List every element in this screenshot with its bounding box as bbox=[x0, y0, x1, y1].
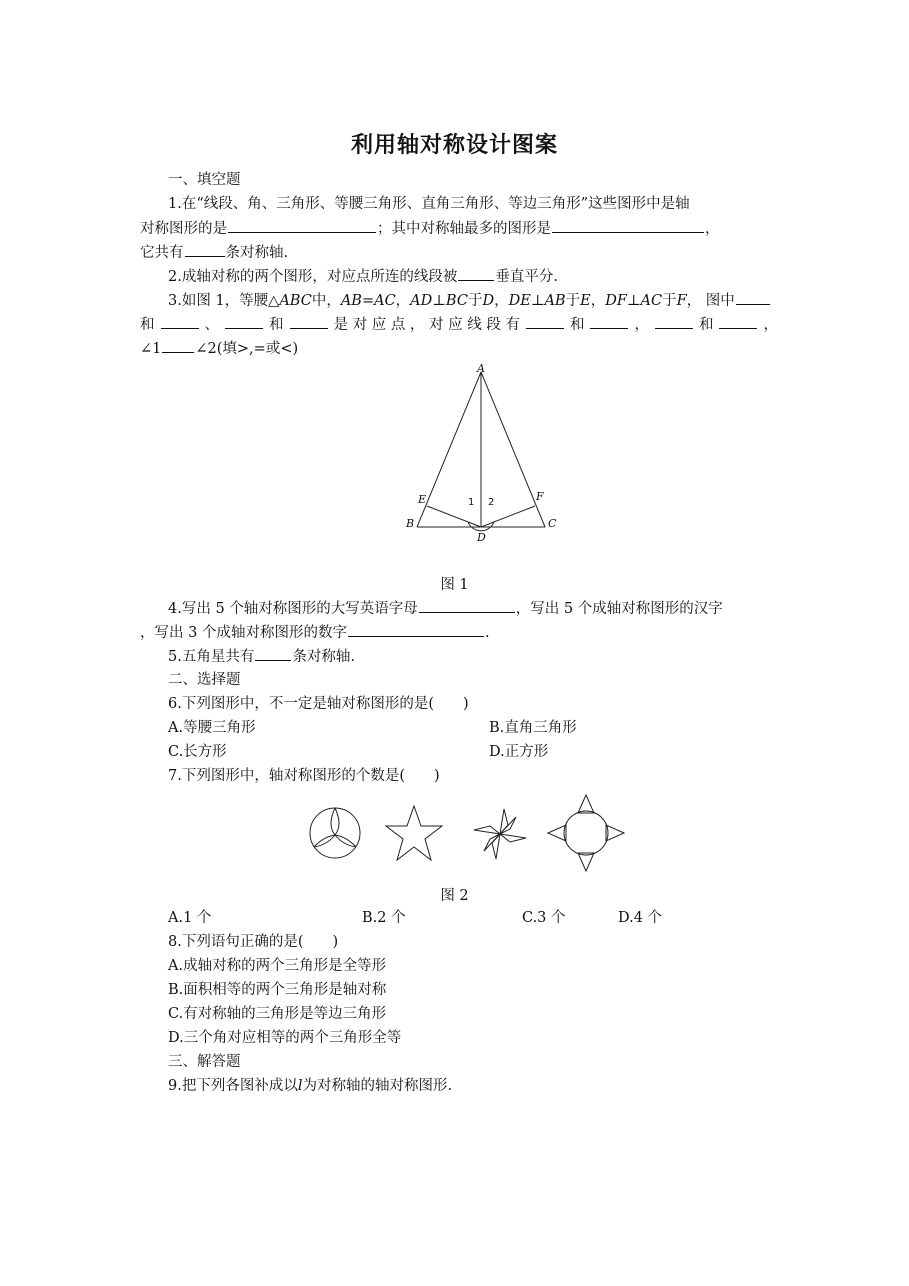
q5-blank[interactable] bbox=[255, 644, 291, 661]
question-8-stem: 8.下列语句正确的是( ) bbox=[168, 934, 339, 950]
q8-option-d[interactable]: D.三个角对应相等的两个三角形全等 bbox=[168, 1030, 402, 1046]
q4-blank-2[interactable] bbox=[348, 620, 484, 637]
question-6-options-cd bbox=[140, 740, 780, 764]
question-6-options-ab bbox=[140, 716, 780, 740]
segment-de bbox=[427, 506, 481, 527]
figure-2-caption: 图 2 bbox=[440, 888, 469, 904]
q3-blank-9[interactable] bbox=[162, 336, 194, 353]
q7-option-b[interactable]: B.2 个 bbox=[362, 910, 406, 926]
q8-option-b[interactable]: B.面积相等的两个三角形是轴对称 bbox=[168, 982, 387, 998]
question-7-options bbox=[140, 906, 780, 930]
q2-blank[interactable] bbox=[458, 264, 494, 281]
question-8-option-a-line bbox=[140, 954, 780, 978]
q8-option-c[interactable]: C.有对称轴的三角形是等边三角形 bbox=[168, 1006, 387, 1022]
q7-option-d[interactable]: D.4 个 bbox=[618, 910, 663, 926]
question-8-option-c-line bbox=[140, 1002, 780, 1026]
label-d: D bbox=[477, 531, 486, 544]
question-4-line-2: ，写出 3 个成轴对称图形的数字 . bbox=[140, 620, 780, 644]
question-1-line-2: 对称图形的是 ；其中对称轴最多的图形是 ， bbox=[140, 216, 780, 240]
q7-option-a[interactable]: A.1 个 bbox=[168, 910, 212, 926]
question-1-line-3: 它共有 条对称轴. bbox=[140, 240, 780, 264]
question-7-stem: 7.下列图形中，轴对称图形的个数是( ) bbox=[168, 768, 440, 784]
question-3-line-2: 和 、 和 是 对 应 点 ， 对 应 线 段 有 和 ， 和 ， bbox=[140, 312, 780, 336]
label-b: B bbox=[406, 517, 415, 530]
q6-option-c[interactable]: C.长方形 bbox=[168, 744, 227, 760]
label-e: E bbox=[418, 493, 427, 506]
figure-1-triangle bbox=[400, 360, 570, 550]
question-3-line-1: 3.如图 1，等腰△ABC中，AB=AC，AD⊥BC于D，DE⊥AB于E，DF⊥AC于F， 图中 bbox=[140, 288, 780, 312]
q3-blank-7[interactable] bbox=[655, 312, 693, 329]
label-angle-1: 1 bbox=[468, 497, 475, 508]
figure-2-star-icon bbox=[383, 804, 445, 864]
segment-df bbox=[481, 506, 535, 527]
question-9: 9.把下列各图补成以l为对称轴的轴对称图形. bbox=[168, 1078, 453, 1094]
q7-option-c[interactable]: C.3 个 bbox=[522, 910, 566, 926]
q6-option-a[interactable]: A.等腰三角形 bbox=[168, 720, 256, 736]
section-fill-in: 一、填空题 bbox=[168, 172, 241, 188]
label-angle-2: 2 bbox=[488, 497, 495, 508]
figure-2-circle-y-icon bbox=[305, 805, 365, 861]
section-answer: 三、解答题 bbox=[168, 1054, 241, 1070]
q3-blank-6[interactable] bbox=[590, 312, 628, 329]
figure-2-circle-arrows-icon bbox=[546, 793, 626, 873]
question-3-line-3: ∠1 ∠2(填>,=或<) bbox=[140, 336, 780, 360]
question-4-line-1: 4.写出 5 个轴对称图形的大写英语字母 ，写出 5 个成轴对称图形的汉字 bbox=[140, 596, 780, 620]
q1-blank-1[interactable] bbox=[228, 216, 376, 233]
question-8-option-d-line bbox=[140, 1026, 780, 1050]
q3-blank-8[interactable] bbox=[719, 312, 757, 329]
q3-blank-3[interactable] bbox=[225, 312, 263, 329]
q1-blank-2[interactable] bbox=[552, 216, 704, 233]
section-choice: 二、选择题 bbox=[168, 672, 241, 688]
figure-2-pinwheel-icon bbox=[470, 805, 530, 863]
question-8-option-b-line bbox=[140, 978, 780, 1002]
q3-blank-5[interactable] bbox=[526, 312, 564, 329]
figure-1-caption: 图 1 bbox=[440, 577, 469, 593]
q6-option-b[interactable]: B.直角三角形 bbox=[489, 720, 577, 736]
label-f: F bbox=[536, 490, 544, 503]
q1-blank-3[interactable] bbox=[185, 240, 225, 257]
question-1-line-1: 1.在“线段、角、三角形、等腰三角形、直角三角形、等边三角形”这些图形中是轴 bbox=[168, 196, 690, 212]
q3-blank-1[interactable] bbox=[736, 288, 770, 305]
q4-blank-1[interactable] bbox=[419, 596, 515, 613]
question-6-stem: 6.下列图形中，不一定是轴对称图形的是( ) bbox=[168, 696, 469, 712]
q3-blank-4[interactable] bbox=[290, 312, 328, 329]
q3-blank-2[interactable] bbox=[161, 312, 199, 329]
q6-option-d[interactable]: D.正方形 bbox=[489, 744, 549, 760]
label-c: C bbox=[548, 517, 557, 530]
q8-option-a[interactable]: A.成轴对称的两个三角形是全等形 bbox=[168, 958, 387, 974]
question-2: 2.成轴对称的两个图形，对应点所连的线段被 垂直平分. bbox=[140, 264, 780, 288]
question-5: 5.五角星共有 条对称轴. bbox=[140, 644, 780, 668]
label-a: A bbox=[477, 362, 485, 375]
page-title: 利用轴对称设计图案 bbox=[350, 132, 558, 158]
